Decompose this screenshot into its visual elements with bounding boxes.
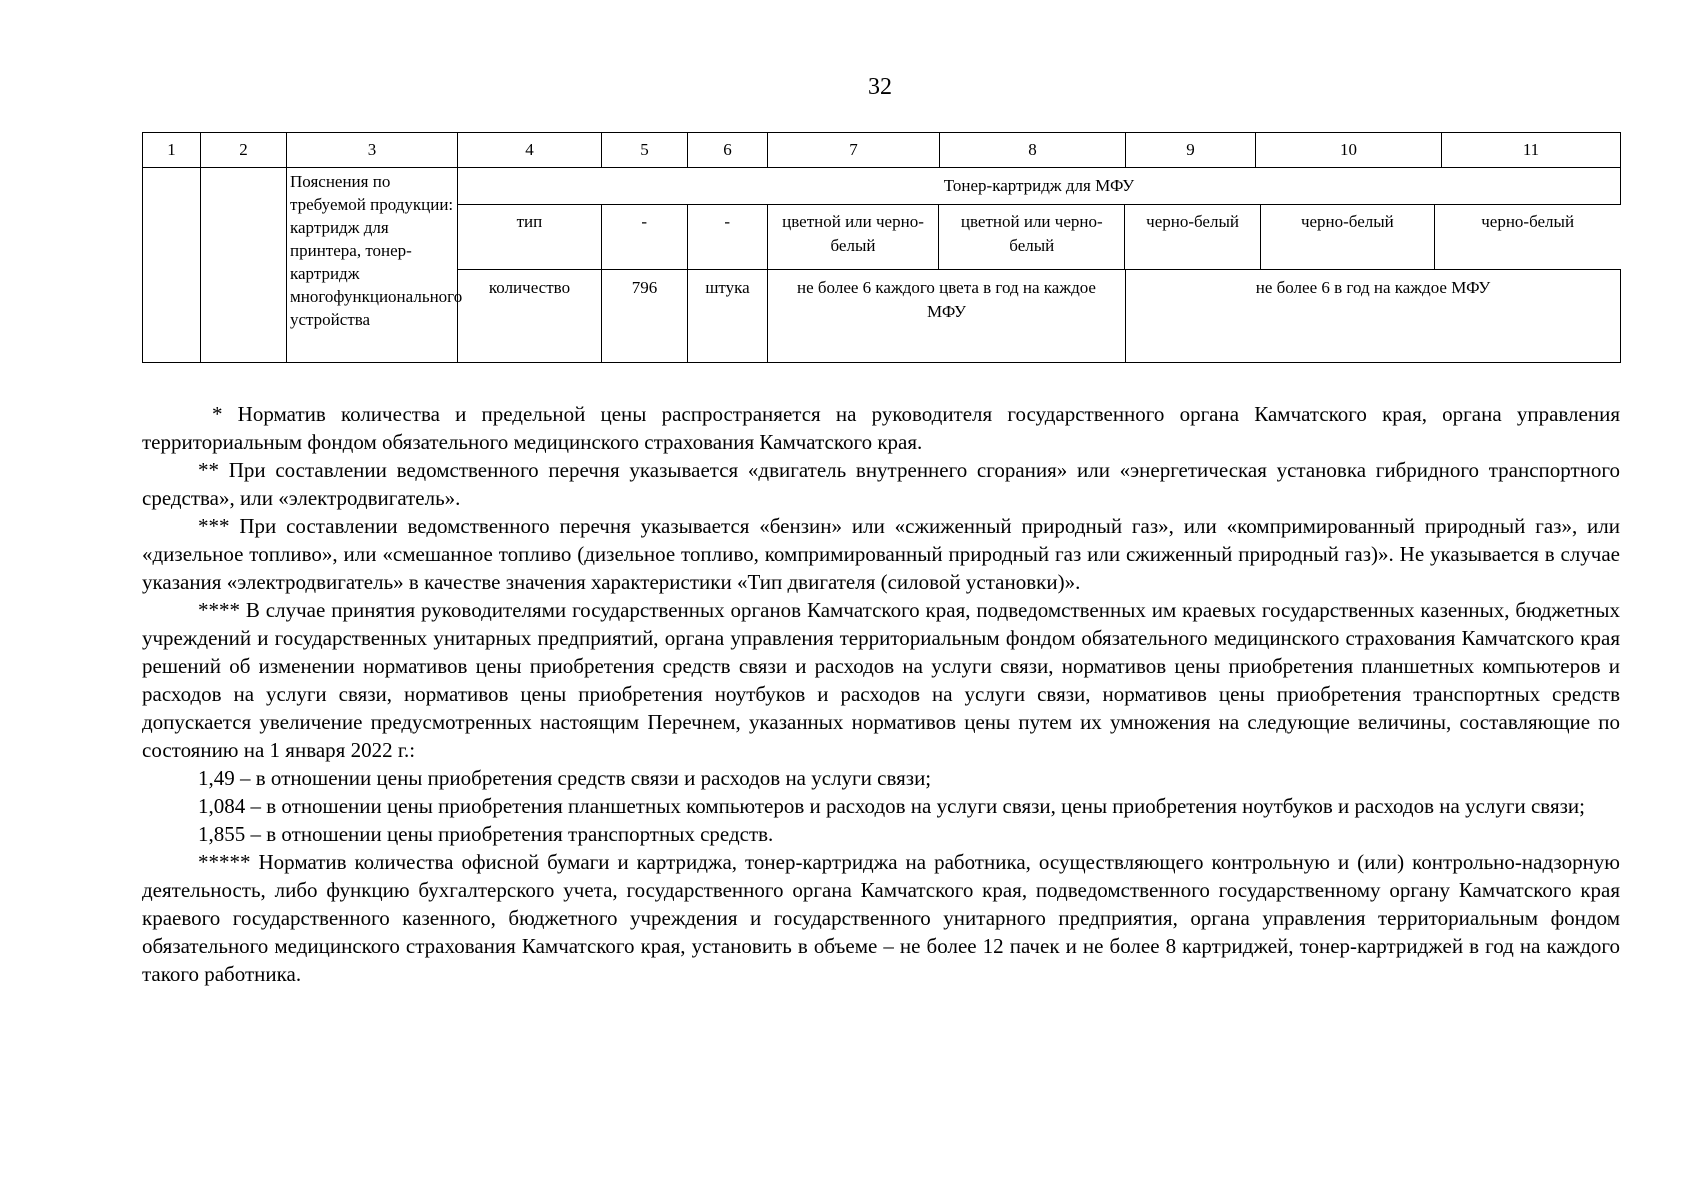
column-number-11: 11 [1442, 133, 1621, 168]
type-col9: черно-белый [1125, 205, 1261, 269]
type-col7: цветной или черно-белый [768, 205, 940, 269]
quantity-unit: штука [688, 270, 768, 363]
footnote-2: ** При составлении ведомственного перечня указывается «двигатель внутреннего сгорания» или «энергетическая установка гибридного транспортного средства», или «электродвигатель». [142, 458, 1620, 510]
table-header-row [143, 133, 1621, 168]
column-number-8: 8 [940, 133, 1126, 168]
footnote-5: ***** Норматив количества офисной бумаги и картриджа, тонер-картриджа на работника, осуществляющего контрольную и (или) контрольно-надзорную деятельность, либо функцию бухгалтерского учета, государственного органа Камчатского края, подведомственного государственному органу Камчатского края краевого государственного казенного, бюджетного учреждения и государственного унитарного предприятия, органа управления территориальным фондом обязательного медицинского страхования Камчатского края, установить в объеме – не более 12 пачек и не более 8 картриджей, тонер-картриджей в год на каждого такого работника. [142, 850, 1620, 986]
normative-table [142, 132, 1621, 363]
product-title: Тонер-картридж для МФУ [458, 168, 1621, 205]
page-number: 32 [868, 74, 892, 100]
footnote-3: *** При составлении ведомственного перечня указывается «бензин» или «сжиженный природный газ», или «компримированный природный газ», или «дизельное топливо», или «смешанное топливо (дизельное топливо, компримированный природный газ или сжиженный природный газ)». Не указывается в случае указания «электродвигатель» в качестве значения характеристики «Тип двигателя (силовой установки)». [142, 514, 1620, 594]
type-col11: черно-белый [1481, 212, 1575, 231]
type-label: тип [458, 205, 602, 269]
column-number-2: 2 [201, 133, 287, 168]
column-number-9: 9 [1126, 133, 1256, 168]
column-number-7: 7 [768, 133, 940, 168]
type-col10: черно-белый [1261, 205, 1435, 269]
type-col6: - [688, 205, 768, 269]
table-row [143, 168, 1621, 205]
type-col5: - [602, 205, 688, 269]
column-number-4: 4 [458, 133, 602, 168]
footnote-1: * Норматив количества и предельной цены распространяется на руководителя государственного органа Камчатского края, органа управления территориальным фондом обязательного медицинского страхования Камчатского края. [142, 402, 1620, 454]
quantity-color-norm: не более 6 каждого цвета в год на каждое МФУ [768, 270, 1126, 363]
quantity-bw-norm: не более 6 в год на каждое МФУ [1126, 270, 1621, 363]
column-number-6: 6 [688, 133, 768, 168]
type-col8: цветной или черно-белый [939, 205, 1125, 269]
footnote-4: **** В случае принятия руководителями государственных органов Камчатского края, подведомственных им краевых государственных казенных, бюджетных учреждений и государственных унитарных предприятий, органа управления территориальным фондом обязательного медицинского страхования Камчатского края решений об изменении нормативов цены приобретения средств связи и расходов на услуги связи, нормативов цены приобретения планшетных компьютеров и расходов на услуги связи, нормативов цены приобретения ноутбуков и расходов на услуги связи, нормативов цены приобретения транспортных средств допускается увеличение предусмотренных настоящим Перечнем, указанных нормативов цены путем их умножения на следующие величины, составляющие по состоянию на 1 января 2022 г.: [142, 598, 1620, 762]
quantity-code: 796 [602, 270, 688, 363]
footnotes [142, 400, 1620, 988]
column-number-5: 5 [602, 133, 688, 168]
empty-cell-col1 [143, 168, 201, 363]
column-number-10: 10 [1256, 133, 1442, 168]
explanation-cell: Пояснения по требуемой продукции: картридж для принтера, тонер-картридж многофункционального устройства [287, 168, 458, 363]
column-number-3: 3 [287, 133, 458, 168]
type-row-container [458, 205, 1621, 270]
column-number-1: 1 [143, 133, 201, 168]
coefficient-1: 1,49 – в отношении цены приобретения средств связи и расходов на услуги связи; [198, 766, 932, 790]
quantity-label: количество [458, 270, 602, 363]
coefficient-2: 1,084 – в отношении цены приобретения планшетных компьютеров и расходов на услуги связи, цены приобретения ноутбуков и расходов на услуги связи; [198, 794, 1585, 818]
coefficient-3: 1,855 – в отношении цены приобретения транспортных средств. [198, 822, 774, 846]
empty-cell-col2 [201, 168, 287, 363]
